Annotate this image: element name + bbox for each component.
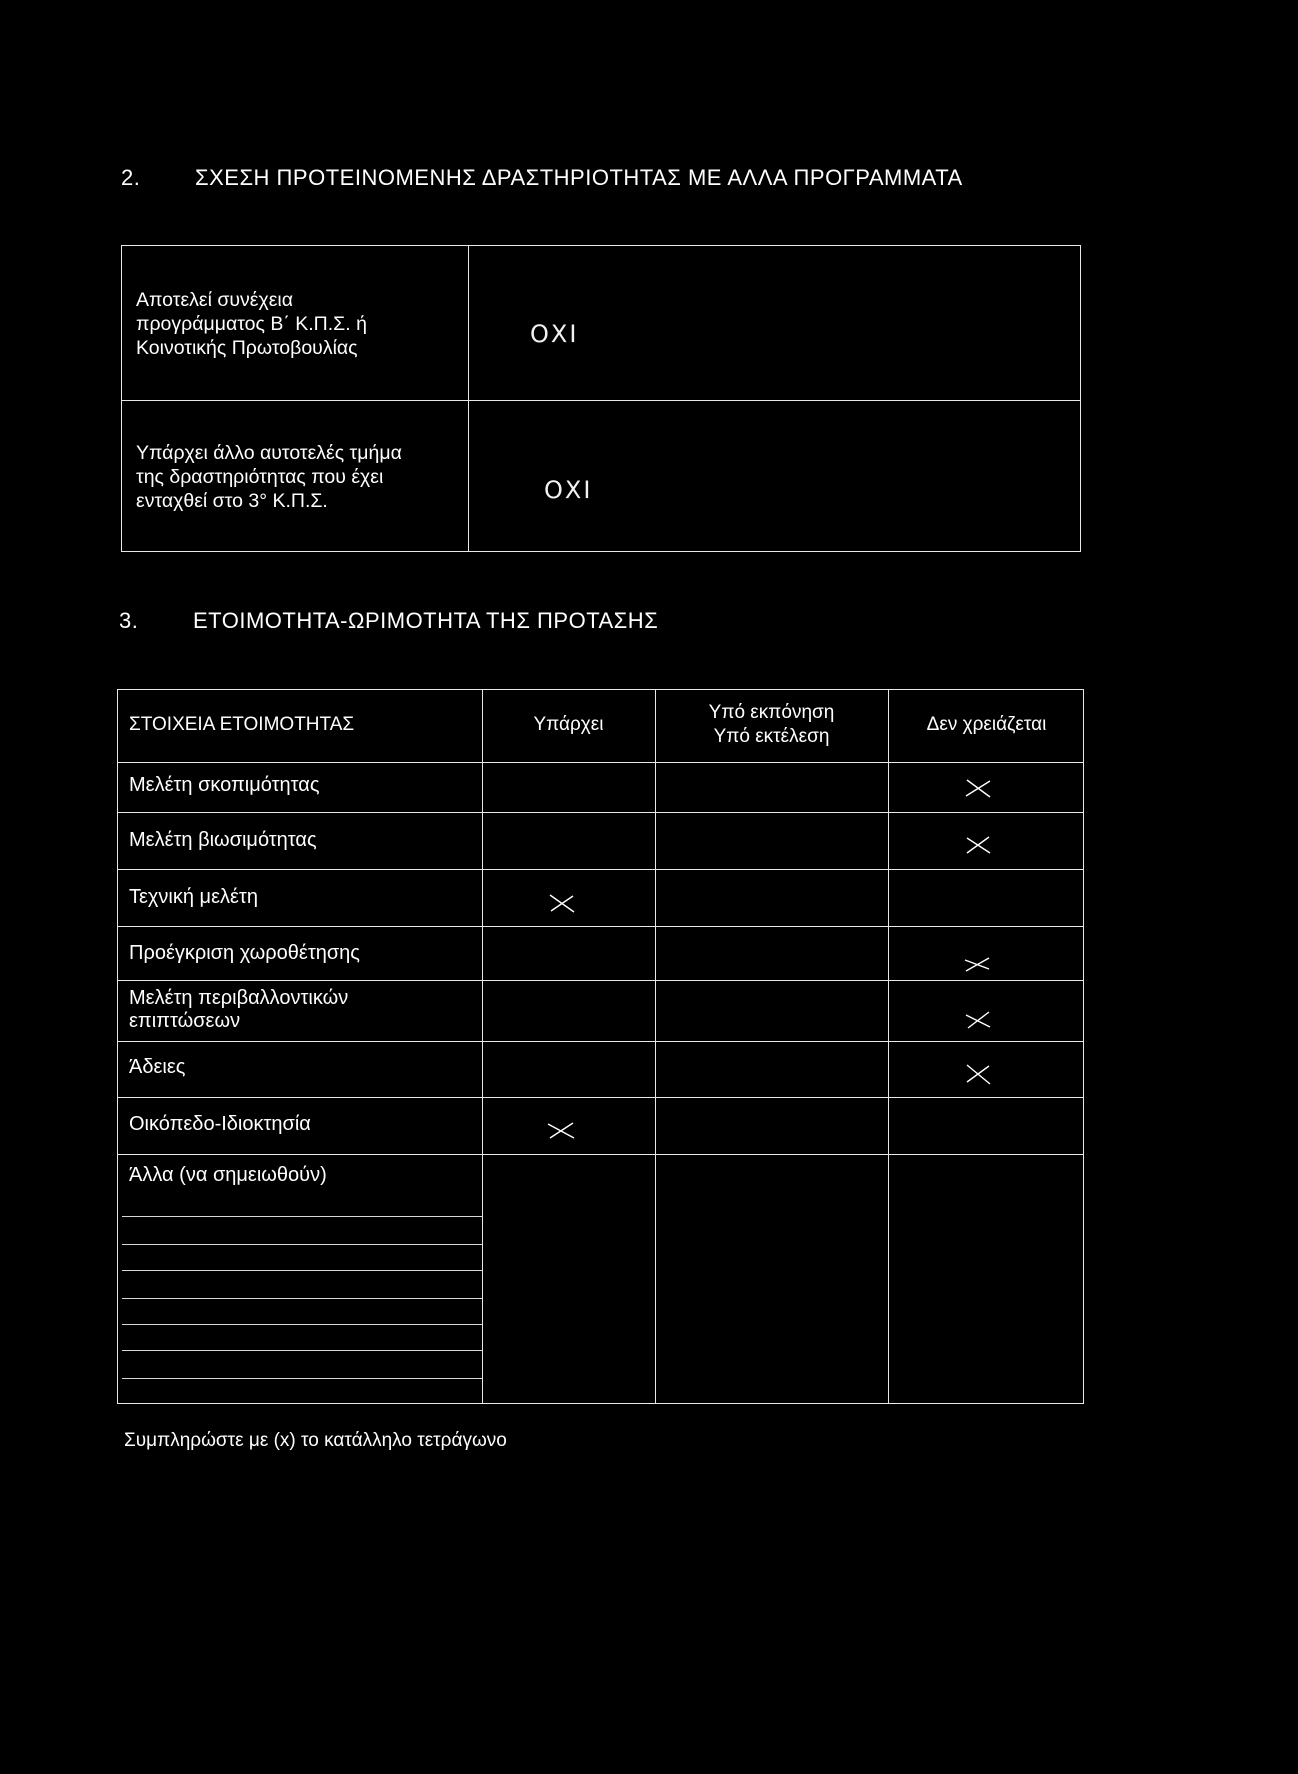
table-divider: [118, 1097, 1083, 1098]
table-divider: [118, 1041, 1083, 1042]
row-label-other-part: Υπάρχει άλλο αυτοτελές τμήμα της δραστηριότητας που έχει ενταχθεί στο 3° Κ.Π.Σ.: [136, 442, 402, 512]
table-divider: [468, 246, 469, 551]
blank-line: [122, 1270, 482, 1271]
footnote: Συμπληρώστε με (x) το κατάλληλο τετράγωνο: [124, 1430, 507, 1451]
row-label: Οικόπεδο-Ιδιοκτησία: [129, 1113, 311, 1135]
x-mark: [964, 1063, 992, 1083]
blank-line: [122, 1298, 482, 1299]
table-divider: [118, 762, 1083, 763]
x-mark: [964, 835, 992, 855]
table-divider: [118, 1154, 1083, 1155]
table-divider: [888, 690, 889, 1403]
table-divider: [482, 690, 483, 1403]
x-mark: [964, 778, 992, 798]
row-label: Μελέτη σκοπιμότητας: [129, 774, 320, 796]
x-mark: [548, 893, 576, 913]
section-2-number: 2.: [121, 165, 141, 190]
blank-line: [122, 1244, 482, 1245]
blank-line: [122, 1216, 482, 1217]
row-label: Προέγκριση χωροθέτησης: [129, 942, 360, 964]
table-divider: [118, 926, 1083, 927]
related-programs-table: [121, 245, 1081, 552]
row-label: Μελέτη περιβαλλοντικών επιπτώσεων: [129, 987, 349, 1032]
readiness-table: [117, 689, 1084, 1404]
section-2-title: ΣΧΕΣΗ ΠΡΟΤΕΙΝΟΜΕΝΗΣ ΔΡΑΣΤΗΡΙΟΤΗΤΑΣ ΜΕ ΑΛΛΑ ΠΡΟΓΡΑΜΜΑΤΑ: [195, 165, 963, 190]
header-exists: Υπάρχει: [533, 714, 604, 735]
table-divider: [118, 980, 1083, 981]
blank-line: [122, 1350, 482, 1351]
answer-other-part: ΟΧΙ: [544, 476, 593, 504]
table-divider: [122, 400, 1080, 401]
section-2-heading: [121, 165, 963, 191]
answer-continuation: ΟΧΙ: [530, 320, 579, 348]
row-label: Τεχνική μελέτη: [129, 886, 258, 908]
table-divider: [118, 812, 1083, 813]
row-label: Άδειες: [129, 1056, 186, 1078]
header-not-needed: Δεν χρειάζεται: [926, 714, 1047, 735]
x-mark: [963, 954, 991, 974]
row-label: Άλλα (να σημειωθούν): [129, 1164, 327, 1186]
table-divider: [655, 690, 656, 1403]
row-label-continuation: Αποτελεί συνέχεια προγράμματος Β΄ Κ.Π.Σ. ή Κοινοτικής Πρωτοβουλίας: [136, 289, 367, 359]
x-mark: [546, 1120, 574, 1140]
blank-line: [122, 1324, 482, 1325]
section-3-number: 3.: [119, 608, 139, 633]
x-mark: [964, 1010, 992, 1030]
row-label: Μελέτη βιωσιμότητας: [129, 829, 317, 851]
header-readiness-items: ΣΤΟΙΧΕΙΑ ΕΤΟΙΜΟΤΗΤΑΣ: [129, 714, 355, 735]
section-3-heading: [119, 608, 659, 634]
section-3-title: ΕΤΟΙΜΟΤΗΤΑ-ΩΡΙΜΟΤΗΤΑ ΤΗΣ ΠΡΟΤΑΣΗΣ: [193, 608, 659, 633]
table-divider: [118, 869, 1083, 870]
blank-line: [122, 1378, 482, 1379]
header-in-progress: Υπό εκπόνηση Υπό εκτέλεση: [708, 702, 835, 747]
